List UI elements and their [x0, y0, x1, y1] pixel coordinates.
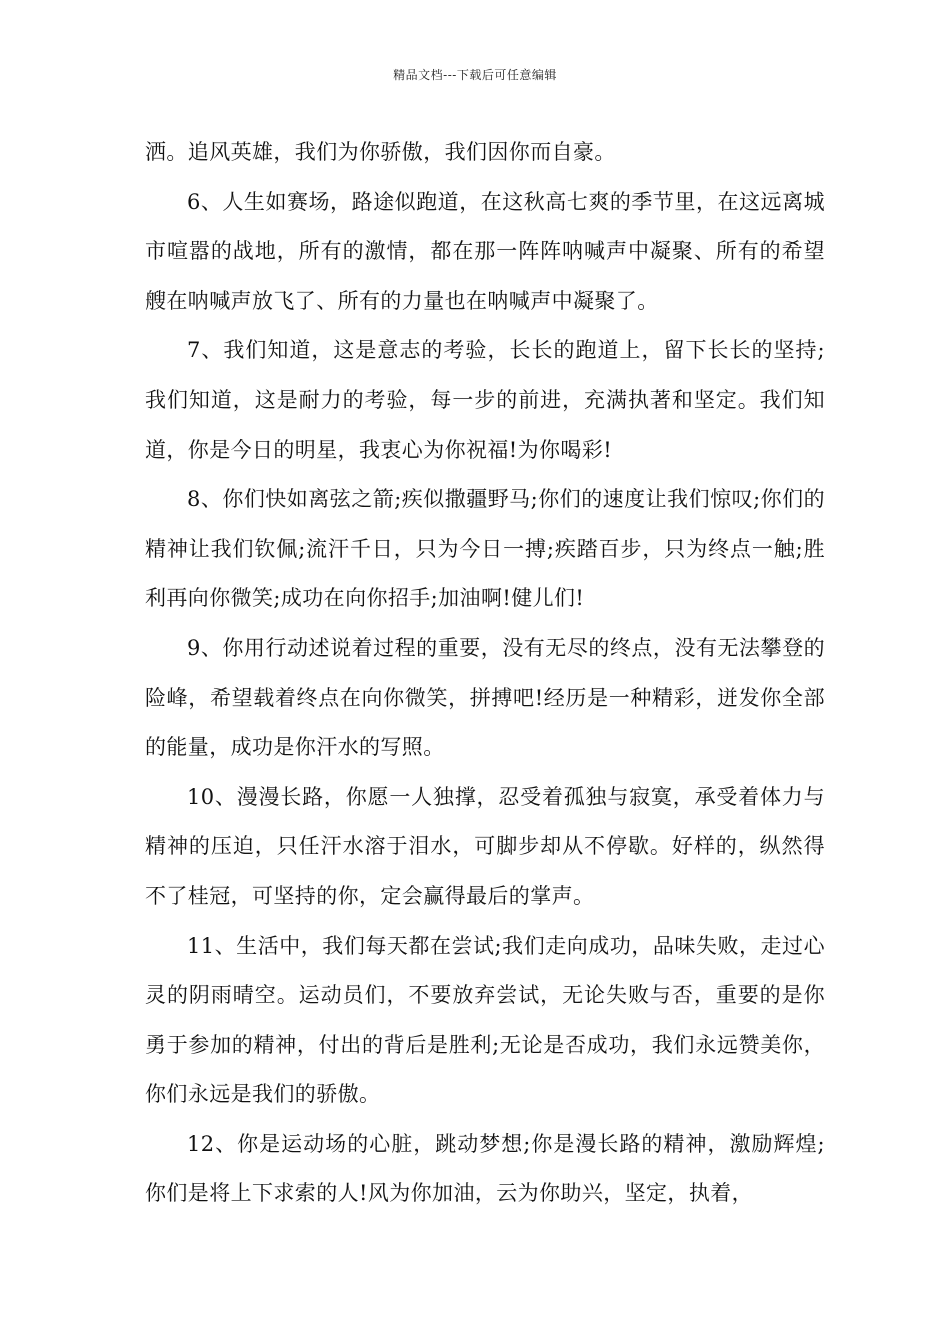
- paragraph-continuation: 洒。追风英雄，我们为你骄傲，我们因你而自豪。: [145, 140, 616, 164]
- paragraph-11: 11、生活中，我们每天都在尝试;我们走向成功，品味失败，走过心灵的阴雨晴空。运动员们，不要放弃尝试，无论失败与否，重要的是你勇于参加的精神，付出的背后是胜利;无论是否成功，我们永远赞美你，你们永远是我们的骄傲。: [145, 933, 825, 1107]
- paragraph-7: 7、我们知道，这是意志的考验，长长的跑道上，留下长长的坚持;我们知道，这是耐力的考验，每一步的前进，充满执著和坚定。我们知道，你是今日的明星，我衷心为你祝福!为你喝彩!: [145, 338, 825, 462]
- document-body: [145, 128, 825, 1219]
- paragraph-8: 8、你们快如离弦之箭;疾似撒疆野马;你们的速度让我们惊叹;你们的精神让我们钦佩;流汗千日，只为今日一搏;疾踏百步，只为终点一触;胜利再向你微笑;成功在向你招手;加油啊!健儿们!: [145, 487, 825, 611]
- page-header: 精品文档---下载后可任意编辑: [393, 68, 557, 82]
- paragraph-6: 6、人生如赛场，路途似跑道，在这秋高七爽的季节里，在这远离城市喧嚣的战地，所有的激情，都在那一阵阵呐喊声中凝聚、所有的希望艘在呐喊声放飞了、所有的力量也在呐喊声中凝聚了。: [145, 189, 825, 313]
- paragraph-10: 10、漫漫长路，你愿一人独撑，忍受着孤独与寂寞，承受着体力与精神的压迫，只任汗水溶于泪水，可脚步却从不停歇。好样的，纵然得不了桂冠，可坚持的你，定会赢得最后的掌声。: [145, 784, 825, 908]
- paragraph-12: 12、你是运动场的心脏，跳动梦想;你是漫长路的精神，激励辉煌;你们是将上下求索的人!风为你加油，云为你助兴，坚定，执着，: [145, 1131, 825, 1206]
- paragraph-9: 9、你用行动述说着过程的重要，没有无尽的终点，没有无法攀登的险峰，希望载着终点在向你微笑，拼搏吧!经历是一种精彩，迸发你全部的能量，成功是你汗水的写照。: [145, 635, 825, 760]
